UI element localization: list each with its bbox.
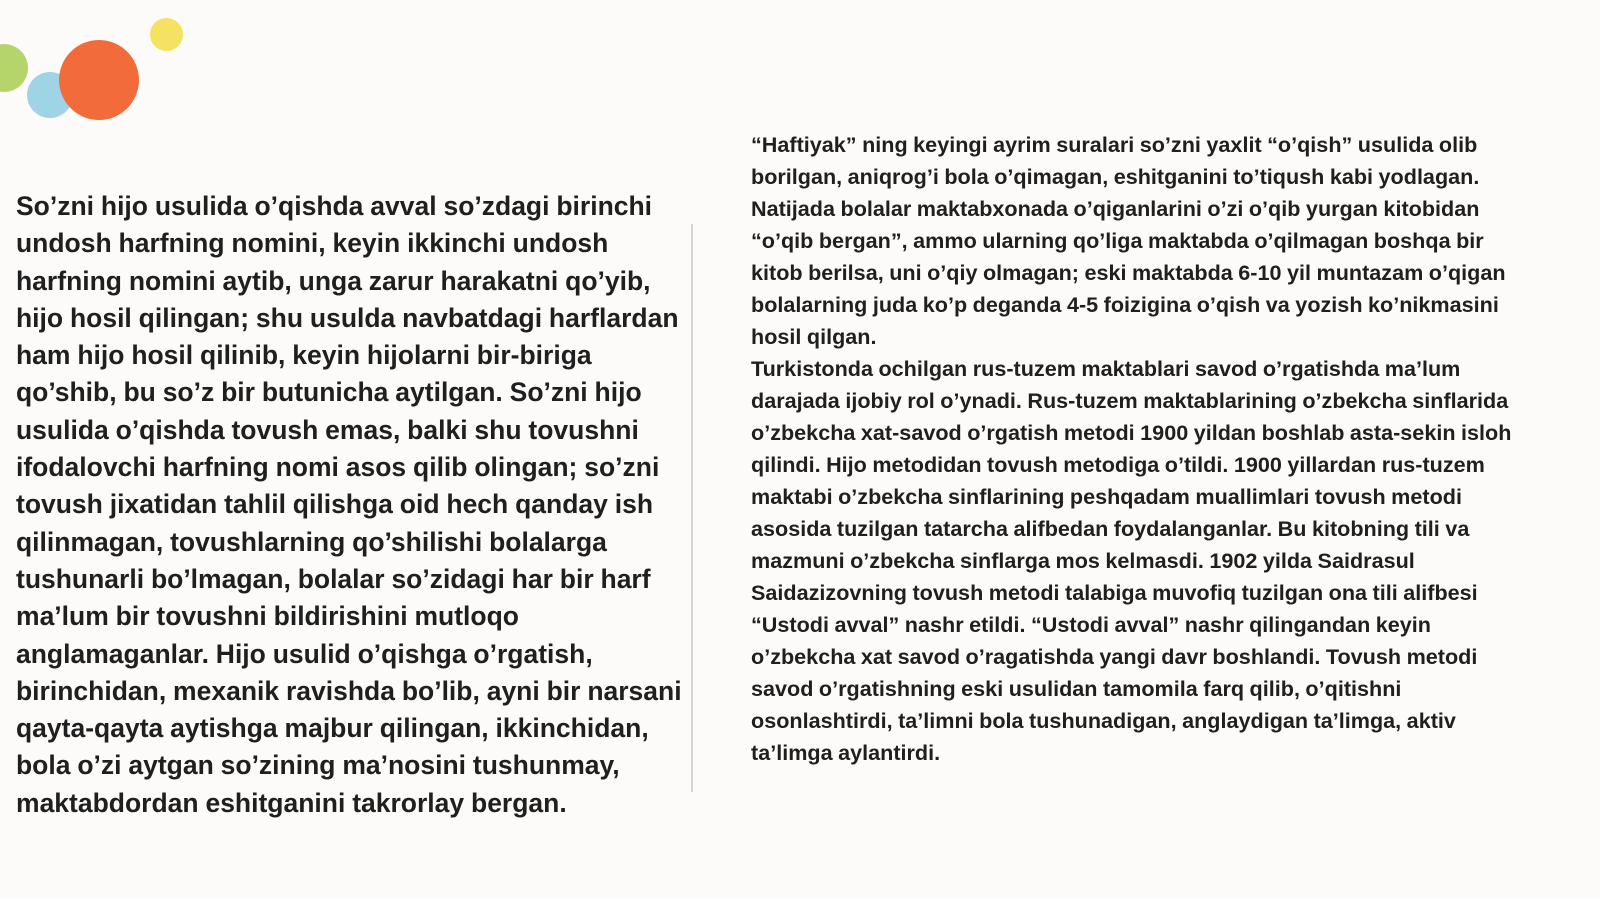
right-column-text <box>751 129 1521 769</box>
yellow-circle <box>150 18 183 51</box>
left-column-paragraph: So’zni hijo usulida o’qishda avval so’zdagi birinchi undosh harfning nomini, keyin ikkinchi undosh harfning nomini aytib, unga zarur harakatni qo’yib, hijo hosil qilingan; shu usulda navbatdagi harflardan ham hijo hosil qilinib, keyin hijolarni bir-biriga qo’shib, bu so’z bir butunicha aytilgan. So’zni hijo usulida o’qishda tovush emas, balki shu tovushni ifodalovchi harfning nomi asos qilib olingan; so’zni tovush jixatidan tahlil qilishga oid hech qanday ish qilinmagan, tovushlarning qo’shilishi bolalarga tushunarli bo’lmagan, bolalar so’zidagi har bir harf ma’lum bir tovushni bildirishini mutloqo anglamaganlar. Hijo usulid o’qishga o’rgatish, birinchidan, mexanik ravishda bo’lib, ayni bir narsani qayta-qayta aytishga majbur qilingan, ikkinchidan, bola o’zi aytgan so’zining ma’nosini tushunmay, maktabdordan eshitganini takrorlay bergan. <box>16 191 682 818</box>
right-paragraph-1: “Haftiyak” ning keyingi ayrim suralari so’zni yaxlit “o’qish” usulida olib borilgan, aniqrog’i bola o’qimagan, eshitganini to’tiqush kabi yodlagan. Natijada bolalar maktabxonada o’qiganlarini o’zi o’qib yurgan kitobidan “o’qib bergan”, ammo ularning qo’liga maktabda o’qilmagan boshqa bir kitob berilsa, uni o’qiy olmagan; eski maktabda 6-10 yil muntazam o’qigan bolalarning juda ko’p deganda 4-5 foizigina o’qish va yozish ko’nikmasini hosil qilgan. <box>751 132 1506 349</box>
right-paragraph-2: Turkistonda ochilgan rus-tuzem maktablari savod o’rgatishda ma’lum darajada ijobiy rol o’ynadi. Rus-tuzem maktablarining o’zbekcha sinflarida o’zbekcha xat-savod o’rgatish metodi 1900 yildan boshlab asta-sekin isloh qilindi. Hijo metodidan tovush metodiga o’tildi. 1900 yillardan rus-tuzem maktabi o’zbekcha sinflarining peshqadam muallimlari tovush metodi asosida tuzilgan tatarcha alifbedan foydalanganlar. Bu kitobning tili va mazmuni o’zbekcha sinflarga mos kelmasdi. 1902 yilda Saidrasul Saidazizovning tovush metodi talabiga muvofiq tuzilgan ona tili alifbesi “Ustodi avval” nashr etildi. “Ustodi avval” nashr qilingandan keyin o’zbekcha xat savod o’ragatishda yangi davr boshlandi. Tovush metodi savod o’rgatishning eski usulidan tamomila farq qilib, o’qitishni osonlashtirdi, ta’limni bola tushunadigan, anglaydigan ta’limga, aktiv ta’limga aylantirdi. <box>751 356 1512 765</box>
decorative-circles <box>0 0 200 130</box>
green-circle <box>0 44 28 92</box>
column-divider <box>691 224 693 792</box>
orange-circle <box>59 40 139 120</box>
